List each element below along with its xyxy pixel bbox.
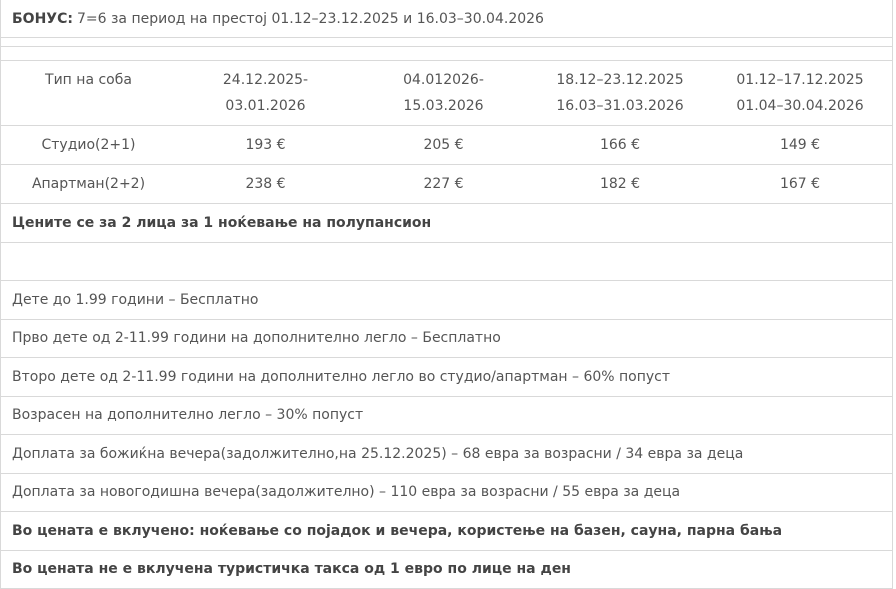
table-row [1,165,892,204]
spacer-row [1,47,892,61]
price-table-header [1,61,892,126]
bonus-row [1,0,892,38]
price-cell: 193 € [176,126,355,165]
room-type-cell: Студио(2+1) [1,126,176,165]
condition-item: Возрасен на дополнително легло – 30% попуст [1,397,892,436]
not-included-note: Во цената не е вклучена туристичка такса од 1 евро по лице на ден [1,551,892,589]
price-cell: 227 € [355,165,532,204]
spacer-row [1,38,892,47]
bonus-label: БОНУС: [12,11,73,27]
price-cell: 238 € [176,165,355,204]
condition-item: Второ дете од 2-11.99 години на дополнително легло во студио/апартман – 60% попуст [1,358,892,397]
period-header: 18.12–23.12.2025 16.03–31.03.2026 [532,61,708,126]
price-table [1,61,892,204]
price-cell: 167 € [708,165,892,204]
period-header: 24.12.2025- 03.01.2026 [176,61,355,126]
price-cell: 166 € [532,126,708,165]
room-type-cell: Апартман(2+2) [1,165,176,204]
price-cell: 149 € [708,126,892,165]
condition-item: Доплата за новогодишна вечера(задолжително) – 110 евра за возрасни / 55 евра за деца [1,474,892,513]
period-header: 01.12–17.12.2025 01.04–30.04.2026 [708,61,892,126]
price-cell: 182 € [532,165,708,204]
condition-item: Прво дете од 2-11.99 години на дополнително легло – Бесплатно [1,320,892,359]
empty-row [1,243,892,282]
condition-item: Доплата за божиќна вечера(задолжително,на 25.12.2025) – 68 евра за возрасни / 34 евра за деца [1,435,892,474]
room-type-header: Тип на соба [1,61,176,126]
condition-item: Дете до 1.99 години – Бесплатно [1,281,892,320]
price-cell: 205 € [355,126,532,165]
included-note: Во цената е вклучено: ноќевање со појадок и вечера, користење на базен, сауна, парна бања [1,512,892,551]
table-row [1,126,892,165]
price-note: Цените се за 2 лица за 1 ноќевање на полупансион [1,204,892,243]
bonus-text: 7=6 за период на престој 01.12–23.12.2025 и 16.03–30.04.2026 [77,11,544,27]
period-header: 04.012026- 15.03.2026 [355,61,532,126]
